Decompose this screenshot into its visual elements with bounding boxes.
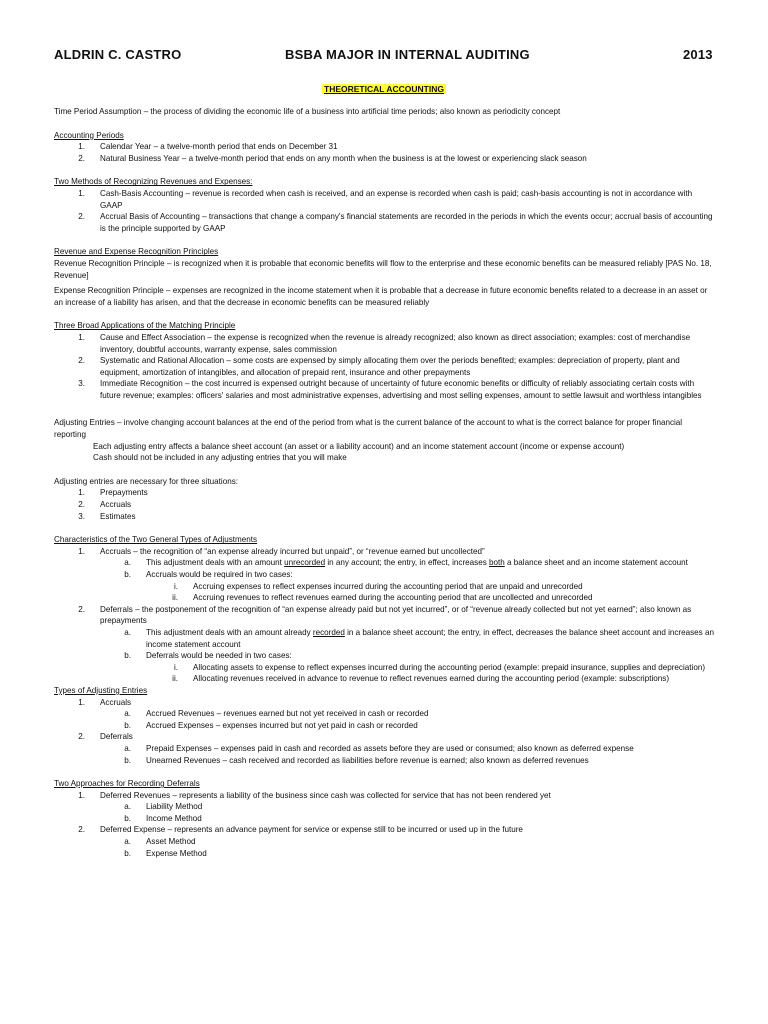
list-item: 1. Accruals [78,697,132,707]
list-item: a. Liability Method [124,802,203,812]
time-period-paragraph: Time Period Assumption – the process of dividing the economic life of a business into artificial time periods; also known as periodicity concept [54,107,561,116]
bullet-list [54,441,714,464]
list-item: 2. Systematic and Rational Allocation – some costs are expensed by simply allocating them over the periods benefited; examples: depreciation of property, plant and equipment, amortization of intangibles, and allocation of prepaid rent, insurance and other prepayments [78,356,680,377]
bullet-icon [54,441,93,453]
numbered-list [54,487,714,522]
list-item: a. Asset Method [124,837,196,847]
numbered-list [54,546,714,685]
section-heading: Three Broad Applications of the Matching Principle [54,321,236,331]
list-item: Each adjusting entry affects a balance sheet account (an asset or a liability account) and an income statement account (income or expense account) [54,441,714,453]
list-item: 3. Immediate Recognition – the cost incurred is expensed outright because of uncertainty of future economic benefits or difficulty of reliably associating certain costs with future revenue; examples: officers' salaries and most administrative expenses, advertising and most selling expenses, amount to settle lawsuit and worthless intangibles [78,379,702,400]
list-item: b. Unearned Revenues – cash received and recorded as liabilities before revenue is earned; also known as deferred revenues [124,755,589,765]
list-item: a. This adjustment deals with an amount already recorded in a balance sheet account; the entry, in effect, decreases the balance sheet account and increases an income statement account [124,627,714,649]
three-situations-intro: Adjusting entries are necessary for three situations: [54,476,239,486]
list-item: 3. Estimates [78,511,136,521]
revenue-recognition-paragraph: Revenue Recognition Principle – is recognized when it is probable that economic benefits will flow to the enterprise and these economic benefits can be measured reliably [PAS No. 18, Revenue] [54,258,712,280]
list-item: b. Accruals would be required in two cases: [124,570,293,579]
section-heading: Types of Adjusting Entries [54,685,148,695]
list-item: ii. Allocating revenues received in advance to revenue to reflect revenues earned during the accounting period (example: subscriptions) [172,674,670,684]
section-heading: Characteristics of the Two General Types of Adjustments [54,535,258,545]
list-item: 1. Deferred Revenues – represents a liability of the business since cash was collected for service that has not been rendered yet [78,790,551,800]
list-item: 1. Cash-Basis Accounting – revenue is recorded when cash is received, and an expense is recorded when cash is paid; cash-basis accounting is not in accordance with GAAP [78,188,693,210]
section-heading: Revenue and Expense Recognition Principles [54,247,219,257]
list-item: b. Income Method [124,813,202,823]
list-item: b. Accrued Expenses – expenses incurred but not yet paid in cash or recorded [124,720,418,730]
numbered-list [54,332,714,402]
list-item: 1. Prepayments [78,488,148,498]
list-item: 2. Deferred Expense – represents an advance payment for service or expense still to be incurred or used up in the future [78,825,523,835]
list-item: a. This adjustment deals with an amount unrecorded in any account; the entry, in effect, increases both a balance sheet and an income statement account [124,558,688,568]
list-item: 1. Cause and Effect Association – the expense is recognized when the revenue is already recognized; also known as direct association; examples: cost of merchandise inventory, doubtful accounts, warranty expense, sales commission [78,332,691,354]
document-title: THEORETICAL ACCOUNTING [324,84,444,94]
list-item: 2. Natural Business Year – a twelve-month period that ends on any month when the business is at the lowest or experiencing slack season [78,153,587,163]
list-item: Cash should not be included in any adjusting entries that you will make [54,452,714,464]
list-item: 2. Accrual Basis of Accounting – transactions that change a company's financial statements are recorded in the periods in which the events occur; accrual basis of accounting is the principle supported by GAAP [78,212,713,233]
list-item: 1. Calendar Year – a twelve-month period that ends on December 31 [78,142,338,152]
numbered-list [54,188,714,234]
list-item: a. Prepaid Expenses – expenses paid in cash and recorded as assets before they are used or consumed; also known as deferred expense [124,743,634,753]
author-name: ALDRIN C. CASTRO [54,47,182,62]
document-year: 2013 [683,47,713,62]
list-item: 1. Accruals – the recognition of “an expense already incurred but unpaid”, or “revenue earned but uncollected” [78,546,485,556]
numbered-list [54,697,714,767]
list-item: 2. Deferrals [78,732,133,742]
section-heading: Two Approaches for Recording Deferrals [54,779,200,789]
list-item: 2. Accruals [78,500,132,510]
document-title-row [0,84,768,94]
list-item: i. Allocating assets to expense to reflect expenses incurred during the accounting period (example: prepaid insurance, supplies and depreciation) [173,662,706,672]
document-body [54,106,714,859]
adjusting-entries-paragraph: Adjusting Entries – involve changing account balances at the end of the period from what is the current balance of the account to what is the correct balance for proper financial reporting [54,418,683,440]
numbered-list [54,790,714,860]
numbered-list [54,141,714,164]
list-item: i. Accruing expenses to reflect expenses incurred during the accounting period that are unpaid and unrecorded [173,581,583,591]
list-item: b. Expense Method [124,848,207,858]
expense-recognition-paragraph: Expense Recognition Principle – expenses are recognized in the income statement when it is probable that a decrease in future economic benefits related to a decrease in an asset or an increase of a liability has arisen, and that the decrease in economic benefits can be measured reliably [54,286,708,307]
list-item: 2. Deferrals – the postponement of the recognition of “an expense already paid but not yet incurred”, or of “revenue already collected but not yet earned”; also known as prepayments [78,604,692,626]
list-item: b. Deferrals would be needed in two cases: [124,651,292,661]
program-name: BSBA MAJOR IN INTERNAL AUDITING [285,47,530,62]
section-heading: Two Methods of Recognizing Revenues and Expenses: [54,177,253,187]
list-item: ii. Accruing revenues to reflect revenues earned during the accounting period that are uncollected and unrecorded [172,593,593,603]
section-heading: Accounting Periods [54,130,124,140]
bullet-icon [54,452,93,464]
list-item: a. Accrued Revenues – revenues earned but not yet received in cash or recorded [124,709,429,719]
